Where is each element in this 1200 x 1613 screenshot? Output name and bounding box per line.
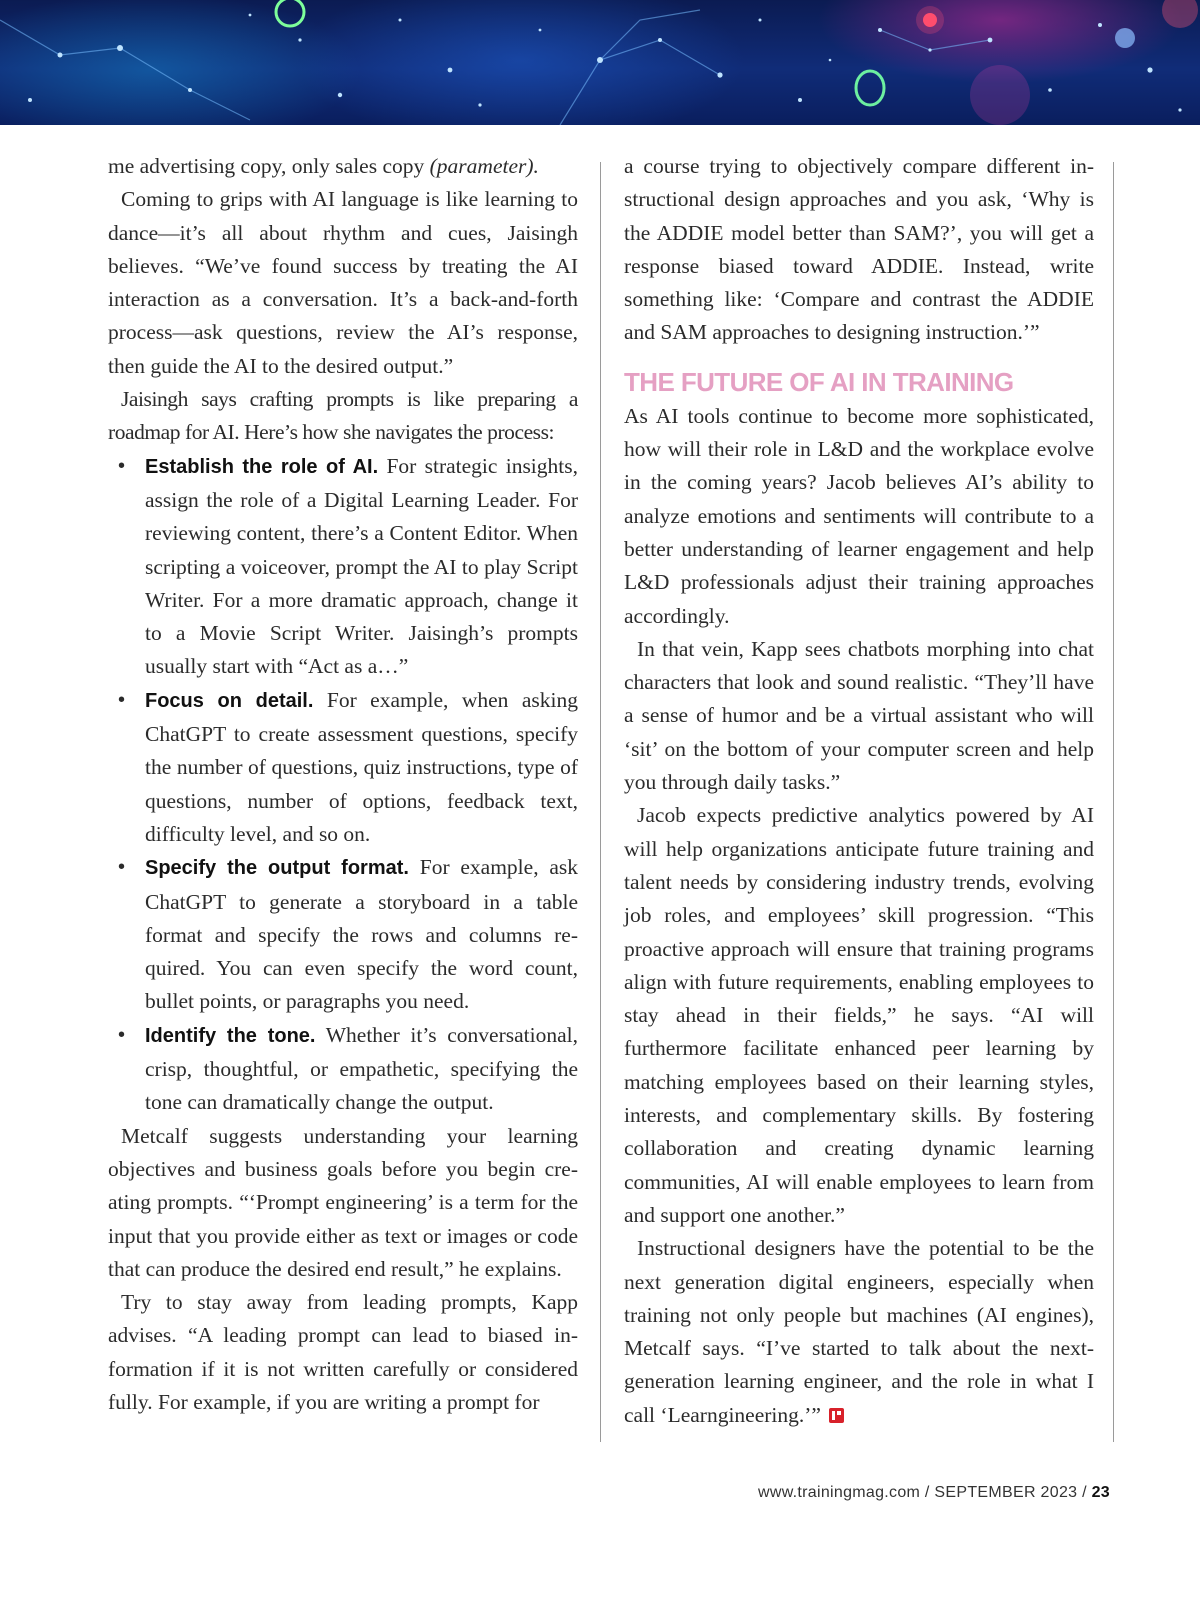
section-heading: THE FUTURE OF AI IN TRAINING xyxy=(624,366,1014,397)
list-item xyxy=(108,684,578,851)
paragraph: As AI tools continue to become more sophisticated, how will their role in L&D and the workplace evolve in the coming years? Jacob believes AI’s ability to analyze emotions and sentiments will contribute to a better understanding of learner engagement and help L&D professionals adjust their training approaches accordingly. xyxy=(624,403,1094,628)
list-item xyxy=(108,1019,578,1120)
page-footer xyxy=(700,1484,1110,1502)
right-margin-rule xyxy=(1113,162,1114,1442)
paragraph: Coming to grips with AI language is like learning to dance—it’s all about rhythm and cues, Jaisingh believes. “We’ve found success by treating the AI interaction as a conversation. It’s a back-and-forth process—ask questions, review the AI’s response, then guide the AI to the desired output.” xyxy=(108,187,578,378)
paragraph: Metcalf suggests understanding your learning objectives and business goals before you begin creating prompts. “‘Prompt engineering’ is a term for the input that you provide either as text or images or code that can produce the desired end result,” he explains. xyxy=(108,1123,578,1281)
italic-parameter: (parameter). xyxy=(429,154,539,178)
paragraph xyxy=(108,150,578,183)
column-divider xyxy=(600,162,601,1442)
bullet-lead: Specify the output format. xyxy=(145,857,409,880)
list-item xyxy=(108,851,578,1018)
paragraph: Try to stay away from leading prompts, Kapp advises. “A leading prompt can lead to biased information if it is not written carefully or considered fully. For example, if you are writing a prompt for xyxy=(108,1290,578,1414)
paragraph: Jacob expects predictive analytics powered by AI will help organizations anticipate future training and talent needs by considering industry trends, evolving job roles, and employees’ skill progression. “This proactive approach will ensure that training programs align with future requirements, enabling employees to stay ahead in their fields,” he says. “AI will furthermore facilitate enhanced peer learning by matching employees based on their learning styles, interests, and complementary skills. By fostering collaboration and creating dynamic learning communities, AI will enable employees to learn from and support one another.” xyxy=(624,803,1094,1227)
bullet-lead: Focus on detail. xyxy=(145,689,314,712)
training-logo-endmark-icon xyxy=(829,1408,844,1423)
paragraph xyxy=(624,1232,1094,1432)
bullet-text: For example, ask ChatGPT to generate a storyboard in a table format and specify the rows and columns required. You can even specify the word count, bullet points, or paragraphs you need. xyxy=(145,855,578,1014)
header-banner xyxy=(0,0,1200,125)
paragraph-text: Instructional designers have the potential to be the next generation digital engineers, especially when training not only people but machines (AI engines), Metcalf says. “I’ve started to talk about the next-generation learning engineer, and the role in what I call ‘Learngineering.’” xyxy=(624,1236,1094,1427)
right-column xyxy=(624,150,1094,1432)
bullet-text: Whether it’s conversational, crisp, thoughtful, or empathetic, specifying the tone can dramatically change the output. xyxy=(145,1022,579,1115)
bullet-lead: Identify the tone. xyxy=(145,1024,316,1047)
list-item xyxy=(108,450,578,684)
page-number: 23 xyxy=(1091,1484,1110,1501)
left-column xyxy=(108,150,578,1419)
bullet-list xyxy=(108,450,578,1120)
paragraph: a course trying to objectively compare different instructional design approaches and you ask, ‘Why is the ADDIE model better than SAM?’, you will get a response biased toward ADDIE. Instead, write something like: ‘Compare and contrast the ADDIE and SAM approaches to designing instruction.’” xyxy=(624,154,1094,345)
paragraph: Jaisingh says crafting prompts is like preparing a roadmap for AI. Here’s how she navigates the process: xyxy=(108,387,578,445)
paragraph: In that vein, Kapp sees chatbots morphing into chat characters that look and sound realistic. “They’ll have a sense of humor and be a virtual assistant who will ‘sit’ on the bottom of your computer screen and help you through daily tasks.” xyxy=(624,636,1094,795)
paragraph-text: me advertising copy, only sales copy xyxy=(108,154,430,178)
footer-site: www.trainingmag.com / SEPTEMBER 2023 / xyxy=(757,1484,1092,1501)
bullet-lead: Establish the role of AI. xyxy=(145,455,379,478)
starfield-network-icon xyxy=(0,0,1200,125)
bullet-text: For example, when asking ChatGPT to create assessment questions, specify the number of questions, quiz instructions, type of questions, number of options, feedback text, difficulty level, and so on. xyxy=(145,687,578,846)
bullet-text: For strategic insights, assign the role of a Digital Learning Leader. For reviewing content, there’s a Content Editor. When scripting a voiceover, prompt the AI to play Script Writer. For a more dramatic approach, change it to a Movie Script Writer. Jaisingh’s prompts usually start with “Act as a…” xyxy=(145,453,578,679)
